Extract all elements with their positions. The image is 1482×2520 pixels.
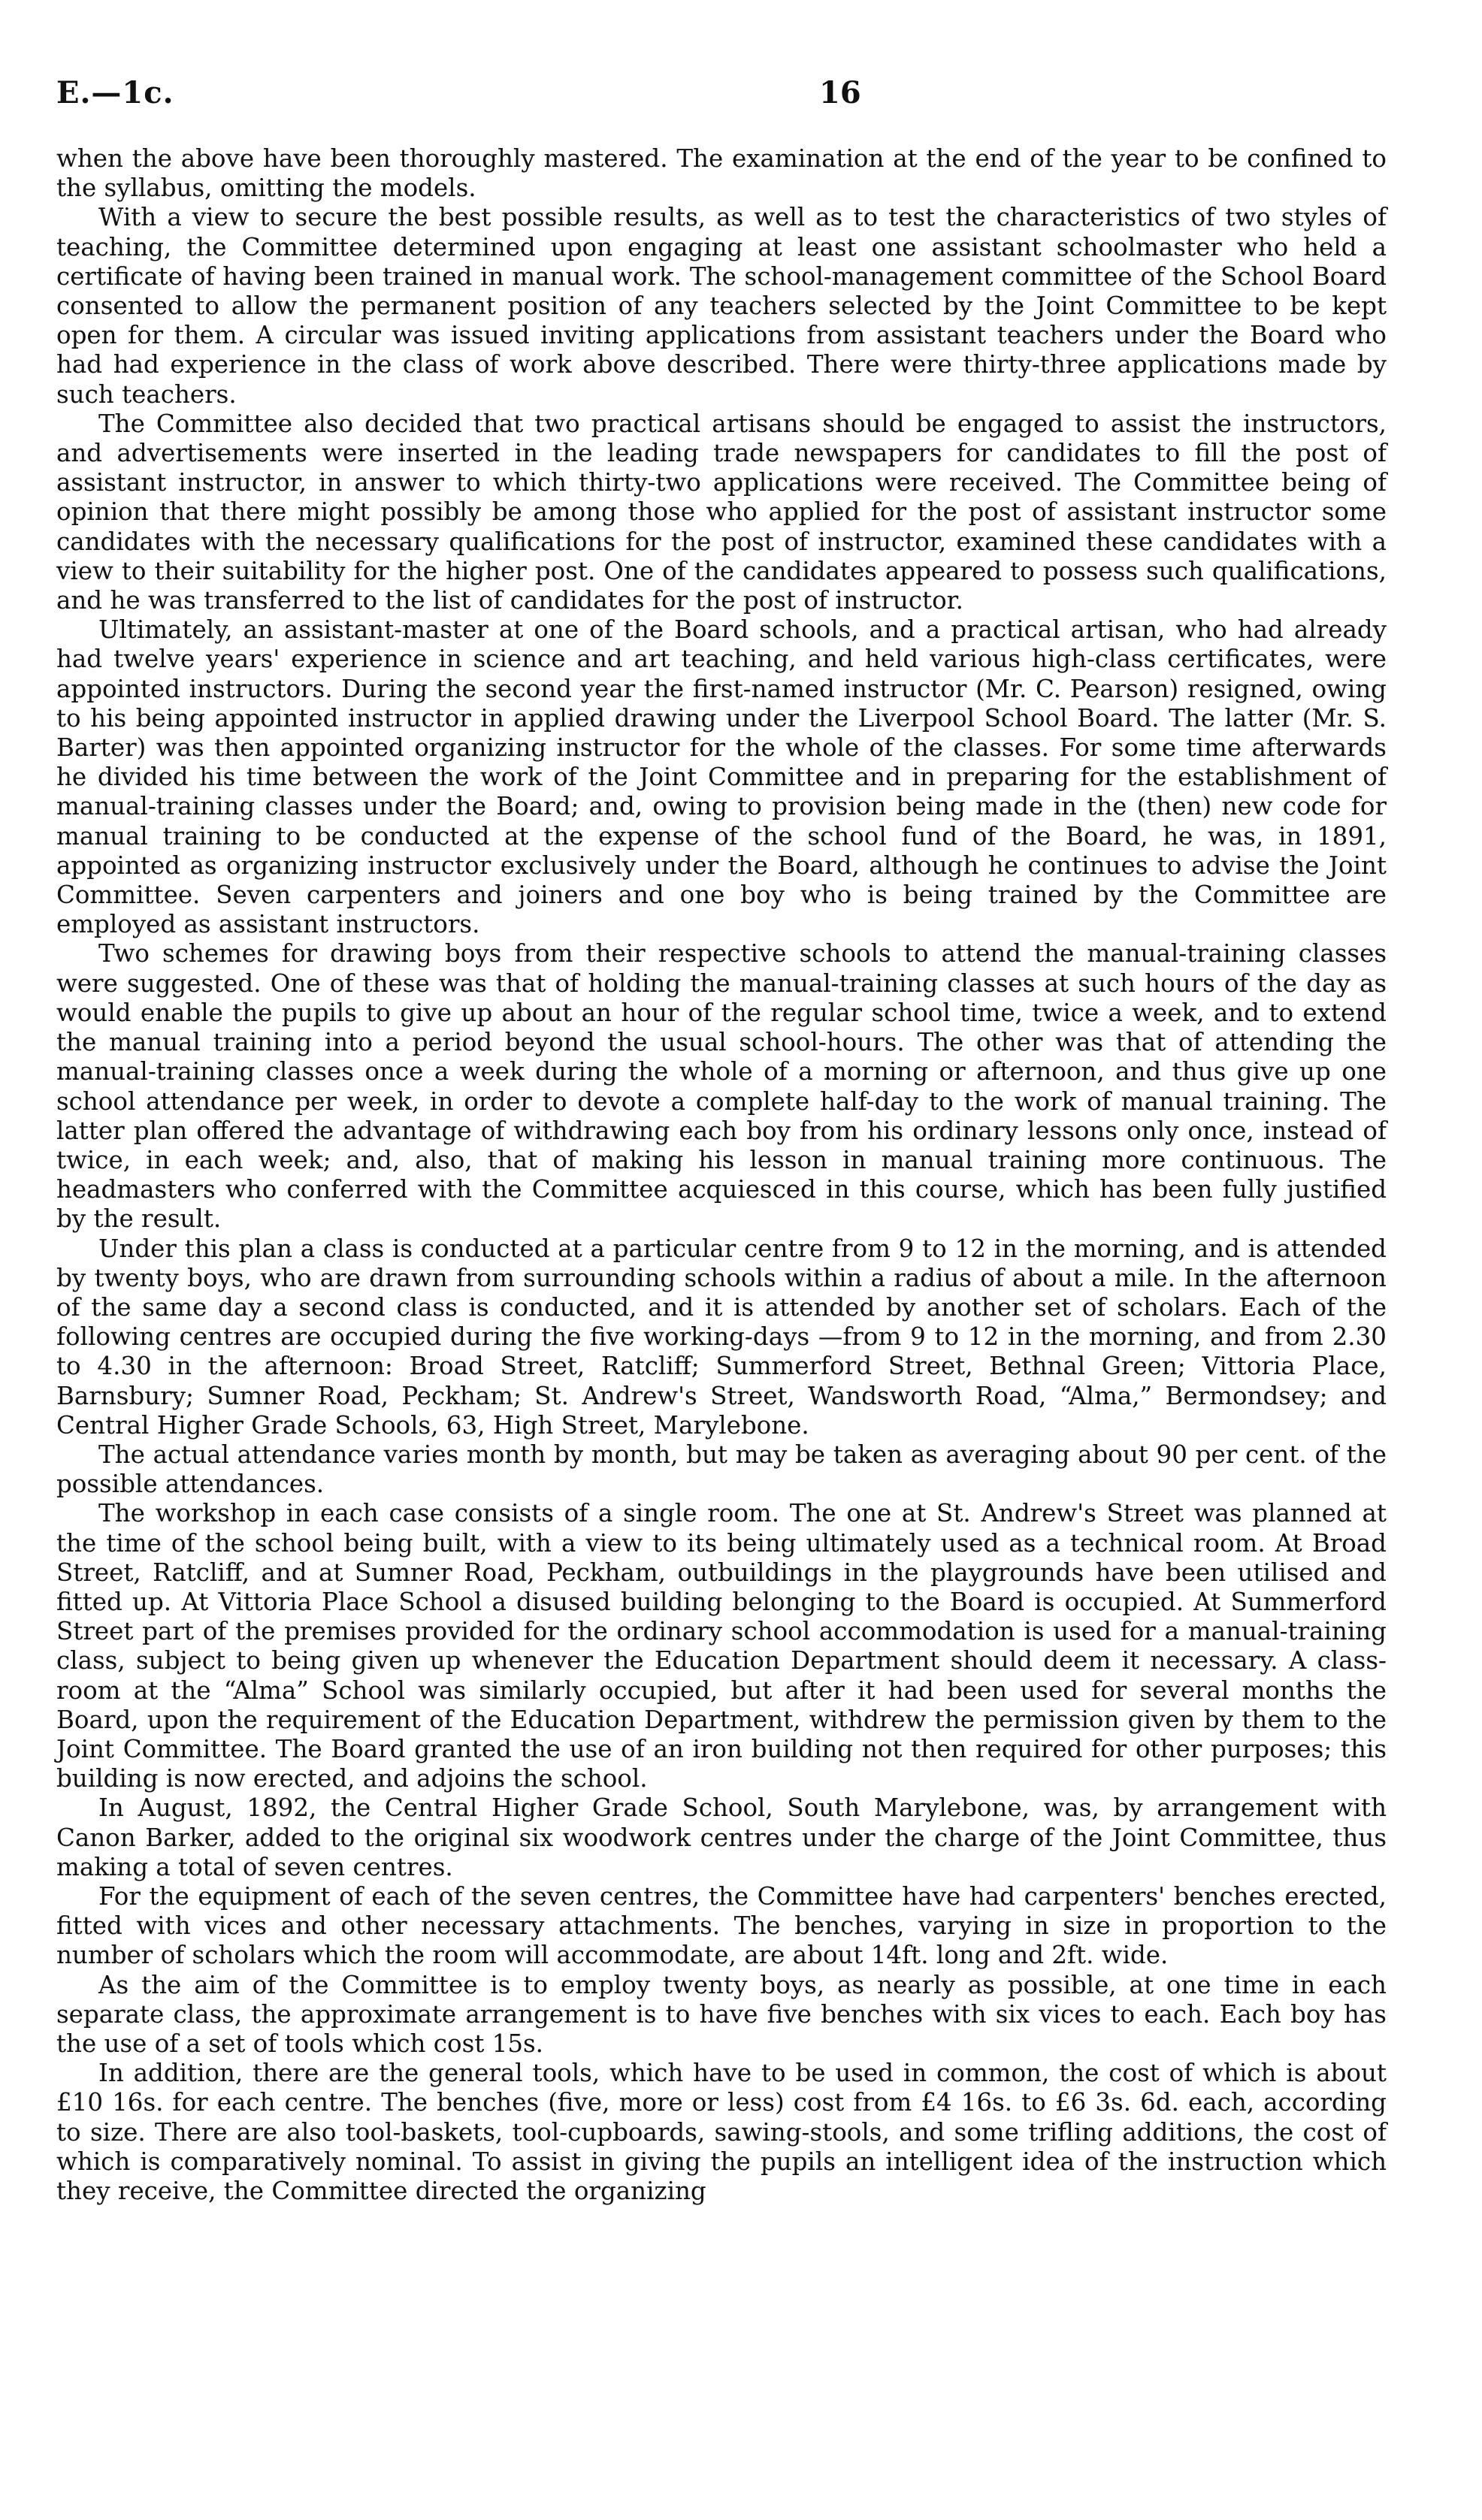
document-page <box>56 75 1387 2206</box>
paragraph-4: Ultimately, an assistant-master at one of the Board schools, and a practical artisan, who had already had twelve years' experience in science and art teaching, and held various high-class certificates, were appointed instructors. During the second year the first-named instructor (Mr. C. Pearson) resigned, owing to his being appointed instructor in applied drawing under the Liverpool School Board. The latter (Mr. S. Barter) was then appointed organizing instructor for the whole of the classes. For some time afterwards he divided his time between the work of the Joint Committee and in preparing for the establishment of manual-training classes under the Board; and, owing to provision being made in the (then) new code for manual training to be conducted at the expense of the school fund of the Board, he was, in 1891, appointed as organizing instructor exclusively under the Board, although he continues to advise the Joint Committee. Seven carpenters and joiners and one boy who is being trained by the Committee are employed as assistant instructors. <box>56 615 1387 939</box>
paragraph-8: The workshop in each case consists of a single room. The one at St. Andrew's Street was planned at the time of the school being built, with a view to its being ultimately used as a technical room. At Broad Street, Ratcliff, and at Sumner Road, Peckham, outbuildings in the playgrounds have been utilised and fitted up. At Vittoria Place School a disused building belonging to the Board is occupied. At Summerford Street part of the premises provided for the ordinary school accommodation is used for a manual-training class, subject to being given up whenever the Education Department should deem it necessary. A class-room at the “Alma” School was similarly occupied, but after it had been used for several months the Board, upon the requirement of the Education Department, withdrew the permission given by them to the Joint Committee. The Board granted the use of an iron building not then required for other purposes; this building is now erected, and adjoins the school. <box>56 1499 1387 1793</box>
paragraph-12: In addition, there are the general tools, which have to be used in common, the cost of which is about £10 16s. for each centre. The benches (five, more or less) cost from £4 16s. to £6 3s. 6d. each, according to size. There are also tool-baskets, tool-cupboards, sawing-stools, and some trifling additions, the cost of which is comparatively nominal. To assist in giving the pupils an intelligent idea of the instruction which they receive, the Committee directed the organizing <box>56 2059 1387 2206</box>
paragraph-5: Two schemes for drawing boys from their respective schools to attend the manual-training classes were suggested. One of these was that of holding the manual-training classes at such hours of the day as would enable the pupils to give up about an hour of the regular school time, twice a week, and to extend the manual training into a period beyond the usual school-hours. The other was that of attending the manual-training classes once a week during the whole of a morning or afternoon, and thus give up one school attendance per week, in order to devote a complete half-day to the work of manual training. The latter plan offered the advantage of withdrawing each boy from his ordinary lessons only once, instead of twice, in each week; and, also, that of making his lesson in manual training more continuous. The headmasters who conferred with the Committee acquiesced in this course, which has been fully justified by the result. <box>56 939 1387 1234</box>
document-reference: E.—1c. <box>56 75 174 110</box>
page-number: 16 <box>819 75 861 110</box>
paragraph-6: Under this plan a class is conducted at a particular centre from 9 to 12 in the morning, and is attended by twenty boys, who are drawn from surrounding schools within a radius of about a mile. In the afternoon of the same day a second class is conducted, and it is attended by another set of scholars. Each of the following centres are occupied during the five working-days —from 9 to 12 in the morning, and from 2.30 to 4.30 in the afternoon: Broad Street, Ratcliff; Summerford Street, Bethnal Green; Vittoria Place, Barnsbury; Sumner Road, Peckham; St. Andrew's Street, Wandsworth Road, “Alma,” Bermondsey; and Central Higher Grade Schools, 63, High Street, Marylebone. <box>56 1234 1387 1440</box>
paragraph-2: With a view to secure the best possible results, as well as to test the characteristics of two styles of teaching, the Committee determined upon engaging at least one assistant schoolmaster who held a certificate of having been trained in manual work. The school-management committee of the School Board consented to allow the permanent position of any teachers selected by the Joint Committee to be kept open for them. A circular was issued inviting applications from assistant teachers under the Board who had had experience in the class of work above described. There were thirty-three applications made by such teachers. <box>56 203 1387 409</box>
paragraph-10: For the equipment of each of the seven centres, the Committee have had carpenters' benches erected, fitted with vices and other necessary attachments. The benches, varying in size in proportion to the number of scholars which the room will accommodate, are about 14ft. long and 2ft. wide. <box>56 1881 1387 1970</box>
paragraph-7: The actual attendance varies month by month, but may be taken as averaging about 90 per cent. of the possible attendances. <box>56 1440 1387 1499</box>
paragraph-1: when the above have been thoroughly mastered. The examination at the end of the year to be confined to the syllabus, omitting the models. <box>56 144 1387 203</box>
page-header <box>56 75 1387 129</box>
paragraph-11: As the aim of the Committee is to employ twenty boys, as nearly as possible, at one time in each separate class, the approximate arrangement is to have five benches with six vices to each. Each boy has the use of a set of tools which cost 15s. <box>56 1970 1387 2058</box>
paragraph-9: In August, 1892, the Central Higher Grade School, South Marylebone, was, by arrangement with Canon Barker, added to the original six woodwork centres under the charge of the Joint Committee, thus making a total of seven centres. <box>56 1793 1387 1881</box>
body-text <box>56 144 1387 2206</box>
paragraph-3: The Committee also decided that two practical artisans should be engaged to assist the instructors, and advertisements were inserted in the leading trade newspapers for candidates to fill the post of assistant instructor, in answer to which thirty-two applications were received. The Committee being of opinion that there might possibly be among those who applied for the post of assistant instructor some candidates with the necessary qualifications for the post of instructor, examined these candidates with a view to their suitability for the higher post. One of the candidates appeared to possess such qualifications, and he was transferred to the list of candidates for the post of instructor. <box>56 409 1387 615</box>
